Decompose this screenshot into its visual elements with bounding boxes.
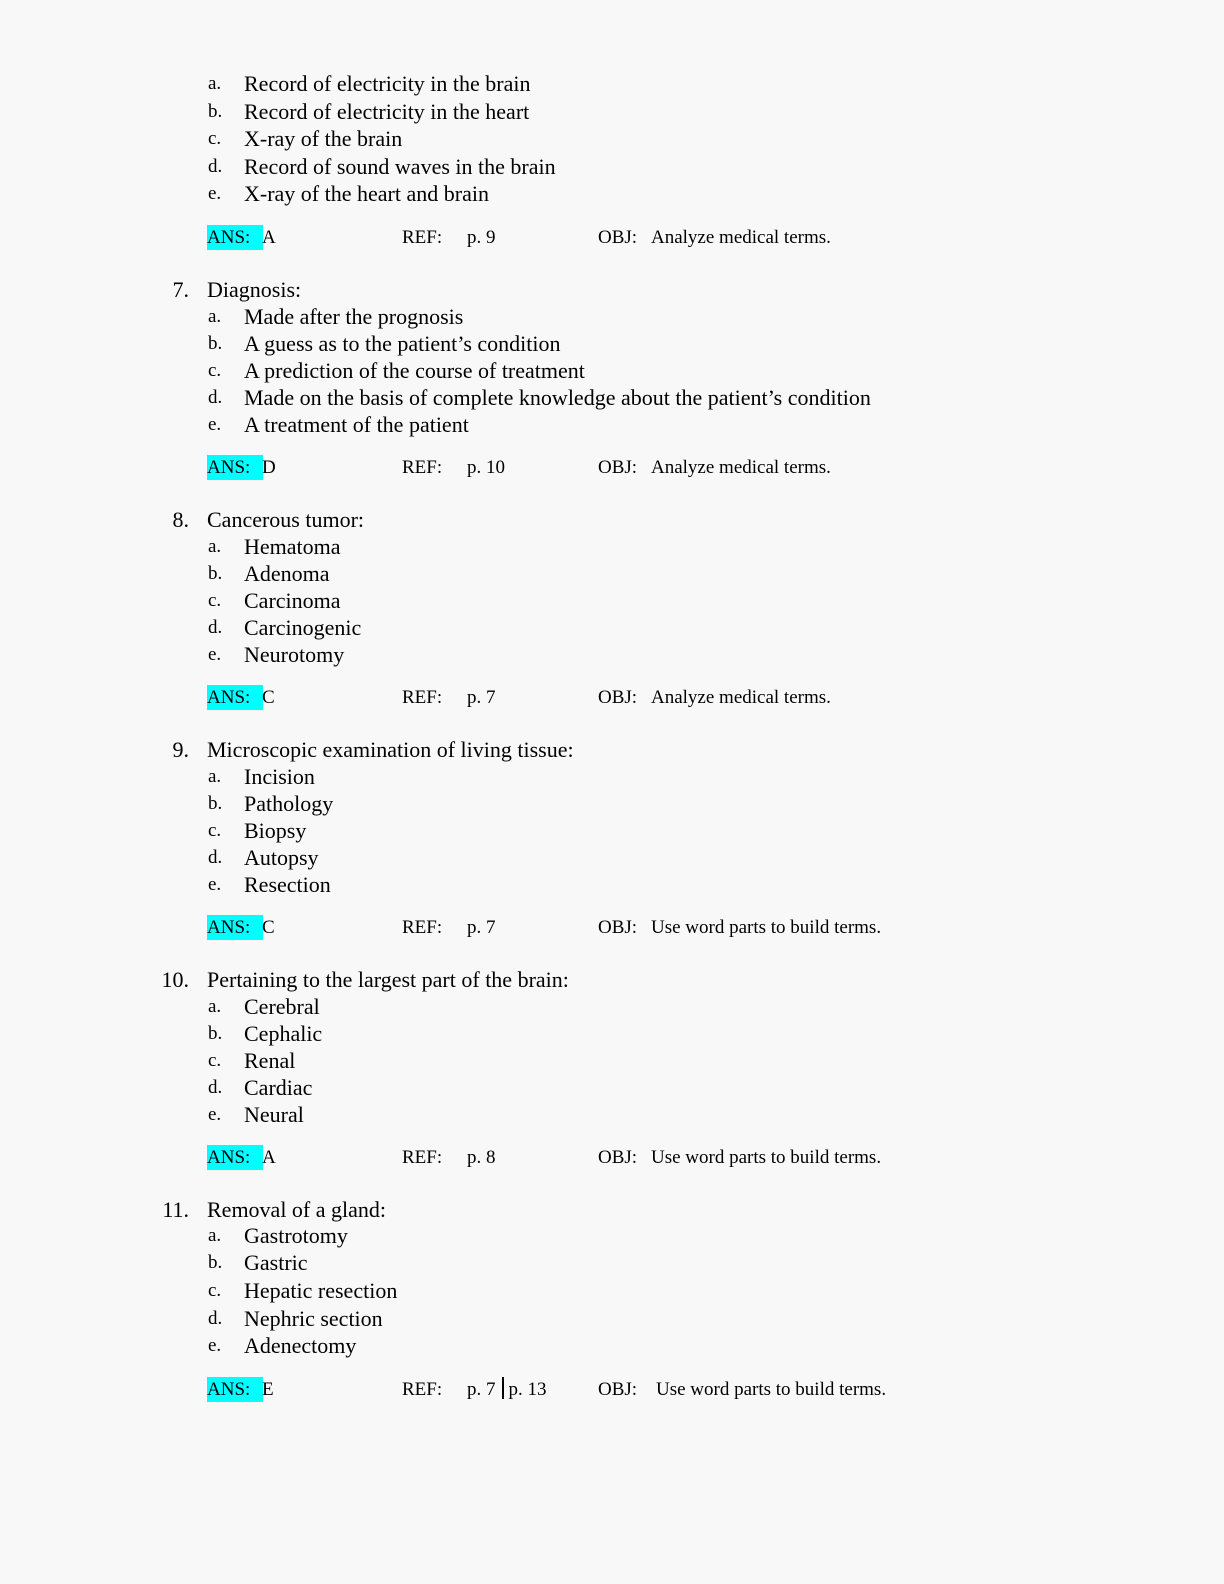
option-text: Hepatic resection bbox=[244, 1278, 398, 1303]
reference-label: REF: bbox=[402, 917, 443, 938]
answer-line bbox=[0, 1144, 1224, 1172]
option-text: A treatment of the patient bbox=[244, 412, 469, 437]
option-b bbox=[0, 790, 1224, 818]
reference-label: REF: bbox=[402, 687, 443, 708]
option-text: Made after the prognosis bbox=[244, 304, 464, 329]
answer-value: D bbox=[262, 457, 276, 478]
option-letter: a. bbox=[208, 766, 222, 787]
option-d bbox=[0, 384, 1224, 412]
answer-line bbox=[0, 1376, 1224, 1404]
option-d bbox=[0, 1074, 1224, 1102]
option-text: Pathology bbox=[244, 791, 334, 816]
option-text: Carcinoma bbox=[244, 588, 341, 613]
answer-label: ANS: bbox=[207, 685, 263, 710]
answer-label: ANS: bbox=[207, 225, 263, 250]
objective-label: OBJ: bbox=[598, 227, 638, 248]
objective-value: Analyze medical terms. bbox=[651, 457, 831, 478]
reference-value: p. 9 bbox=[467, 227, 496, 248]
option-letter: e. bbox=[208, 1335, 222, 1356]
reference-label: REF: bbox=[402, 1379, 443, 1400]
option-text: Biopsy bbox=[244, 818, 307, 843]
option-text: Gastrotomy bbox=[244, 1223, 348, 1248]
reference-value: p. 7 bbox=[467, 917, 496, 938]
option-letter: a. bbox=[208, 536, 222, 557]
option-c bbox=[0, 817, 1224, 845]
option-letter: b. bbox=[208, 1023, 223, 1044]
option-letter: b. bbox=[208, 563, 223, 584]
question-text: Diagnosis: bbox=[207, 277, 302, 302]
reference-label: REF: bbox=[402, 227, 443, 248]
option-d bbox=[0, 153, 1224, 181]
objective-label: OBJ: bbox=[598, 1379, 638, 1400]
option-text: Neural bbox=[244, 1102, 304, 1127]
option-letter: b. bbox=[208, 1252, 223, 1273]
objective-label: OBJ: bbox=[598, 1147, 638, 1168]
option-e bbox=[0, 641, 1224, 669]
question-text: Microscopic examination of living tissue: bbox=[207, 737, 574, 762]
option-letter: d. bbox=[208, 1308, 223, 1329]
option-text: Autopsy bbox=[244, 845, 319, 870]
option-c bbox=[0, 1047, 1224, 1075]
question-stem bbox=[0, 276, 1224, 304]
answer-label: ANS: bbox=[207, 455, 263, 480]
answer-line bbox=[0, 914, 1224, 942]
option-text: Record of sound waves in the brain bbox=[244, 153, 556, 179]
option-letter: e. bbox=[208, 644, 222, 665]
option-letter: d. bbox=[208, 387, 223, 408]
option-letter: c. bbox=[208, 820, 222, 841]
option-text: Renal bbox=[244, 1048, 296, 1073]
option-text: Resection bbox=[244, 872, 331, 897]
question-stem bbox=[0, 506, 1224, 534]
answer-line bbox=[0, 224, 1224, 252]
option-letter: b. bbox=[208, 793, 223, 814]
option-c bbox=[0, 587, 1224, 615]
answer-line bbox=[0, 684, 1224, 712]
option-letter: e. bbox=[208, 874, 222, 895]
option-text: Made on the basis of complete knowledge about the patient’s condition bbox=[244, 385, 871, 410]
option-letter: d. bbox=[208, 847, 223, 868]
option-text: A guess as to the patient’s condition bbox=[244, 331, 561, 356]
option-letter: b. bbox=[208, 100, 223, 122]
option-c bbox=[0, 357, 1224, 385]
option-a bbox=[0, 303, 1224, 331]
option-letter: c. bbox=[208, 1050, 222, 1071]
option-e bbox=[0, 1332, 1224, 1360]
answer-label: ANS: bbox=[207, 915, 263, 940]
question-number: 10. bbox=[161, 967, 189, 992]
objective-value: Use word parts to build terms. bbox=[651, 1147, 882, 1168]
option-letter: c. bbox=[208, 128, 222, 149]
objective-value: Use word parts to build terms. bbox=[656, 1379, 887, 1400]
reference-value bbox=[467, 1377, 547, 1402]
question-stem bbox=[0, 1196, 1224, 1224]
option-b bbox=[0, 98, 1224, 126]
option-c bbox=[0, 1277, 1224, 1305]
reference-value: p. 8 bbox=[467, 1147, 496, 1168]
question-stem bbox=[0, 736, 1224, 764]
option-letter: b. bbox=[208, 333, 223, 354]
option-letter: c. bbox=[208, 1280, 222, 1301]
answer-value: C bbox=[262, 687, 275, 708]
answer-value: A bbox=[262, 1147, 276, 1168]
option-b bbox=[0, 1249, 1224, 1277]
reference-label: REF: bbox=[402, 1147, 443, 1168]
option-letter: c. bbox=[208, 590, 222, 611]
option-e bbox=[0, 871, 1224, 899]
option-a bbox=[0, 70, 1224, 98]
objective-value: Analyze medical terms. bbox=[651, 227, 831, 248]
reference-separator bbox=[502, 1377, 504, 1399]
option-a bbox=[0, 763, 1224, 791]
option-d bbox=[0, 844, 1224, 872]
option-text: Cerebral bbox=[244, 994, 320, 1019]
answer-value: C bbox=[262, 917, 275, 938]
option-text: X-ray of the heart and brain bbox=[244, 181, 489, 206]
option-letter: d. bbox=[208, 1077, 223, 1098]
option-text: Cephalic bbox=[244, 1021, 323, 1046]
option-d bbox=[0, 614, 1224, 642]
option-letter: d. bbox=[208, 155, 223, 177]
question-text: Cancerous tumor: bbox=[207, 507, 365, 532]
reference-page: p. 7 bbox=[467, 1379, 496, 1400]
objective-value: Use word parts to build terms. bbox=[651, 917, 882, 938]
question-number: 7. bbox=[172, 277, 189, 302]
option-text: Cardiac bbox=[244, 1075, 313, 1100]
option-c bbox=[0, 125, 1224, 153]
option-b bbox=[0, 560, 1224, 588]
option-text: Record of electricity in the brain bbox=[244, 71, 531, 96]
objective-label: OBJ: bbox=[598, 687, 638, 708]
option-letter: d. bbox=[208, 617, 223, 638]
option-e bbox=[0, 180, 1224, 208]
reference-value: p. 10 bbox=[467, 457, 505, 478]
option-letter: e. bbox=[208, 414, 222, 435]
option-text: Adenoma bbox=[244, 561, 330, 586]
reference-page-extra: p. 13 bbox=[508, 1379, 547, 1400]
option-text: Nephric section bbox=[244, 1306, 383, 1331]
answer-label: ANS: bbox=[207, 1145, 263, 1170]
option-e bbox=[0, 1101, 1224, 1129]
option-text: Record of electricity in the heart bbox=[244, 98, 530, 124]
objective-value: Analyze medical terms. bbox=[651, 687, 831, 708]
option-letter: c. bbox=[208, 360, 222, 381]
option-text: A prediction of the course of treatment bbox=[244, 358, 585, 383]
option-e bbox=[0, 411, 1224, 439]
option-a bbox=[0, 1222, 1224, 1250]
question-number: 9. bbox=[172, 737, 189, 762]
option-a bbox=[0, 993, 1224, 1021]
objective-label: OBJ: bbox=[598, 917, 638, 938]
reference-value: p. 7 bbox=[467, 687, 496, 708]
option-letter: e. bbox=[208, 1104, 222, 1125]
option-d bbox=[0, 1305, 1224, 1333]
option-text: Adenectomy bbox=[244, 1333, 357, 1358]
option-text: Neurotomy bbox=[244, 642, 345, 667]
option-text: Incision bbox=[244, 764, 315, 789]
option-letter: a. bbox=[208, 73, 222, 94]
question-text: Removal of a gland: bbox=[207, 1197, 387, 1222]
option-b bbox=[0, 1020, 1224, 1048]
option-text: X-ray of the brain bbox=[244, 126, 403, 151]
option-a bbox=[0, 533, 1224, 561]
question-text: Pertaining to the largest part of the brain: bbox=[207, 967, 569, 992]
question-number: 8. bbox=[172, 507, 189, 532]
option-letter: a. bbox=[208, 306, 222, 327]
option-text: Hematoma bbox=[244, 534, 341, 559]
answer-value: A bbox=[262, 227, 276, 248]
option-letter: e. bbox=[208, 183, 222, 204]
answer-line bbox=[0, 454, 1224, 482]
answer-label: ANS: bbox=[207, 1377, 263, 1402]
option-text: Carcinogenic bbox=[244, 615, 362, 640]
objective-label: OBJ: bbox=[598, 457, 638, 478]
question-number: 11. bbox=[162, 1197, 189, 1222]
option-b bbox=[0, 330, 1224, 358]
option-letter: a. bbox=[208, 996, 222, 1017]
option-text: Gastric bbox=[244, 1250, 308, 1275]
reference-label: REF: bbox=[402, 457, 443, 478]
answer-value: E bbox=[262, 1379, 274, 1400]
option-letter: a. bbox=[208, 1225, 222, 1246]
question-stem bbox=[0, 966, 1224, 994]
